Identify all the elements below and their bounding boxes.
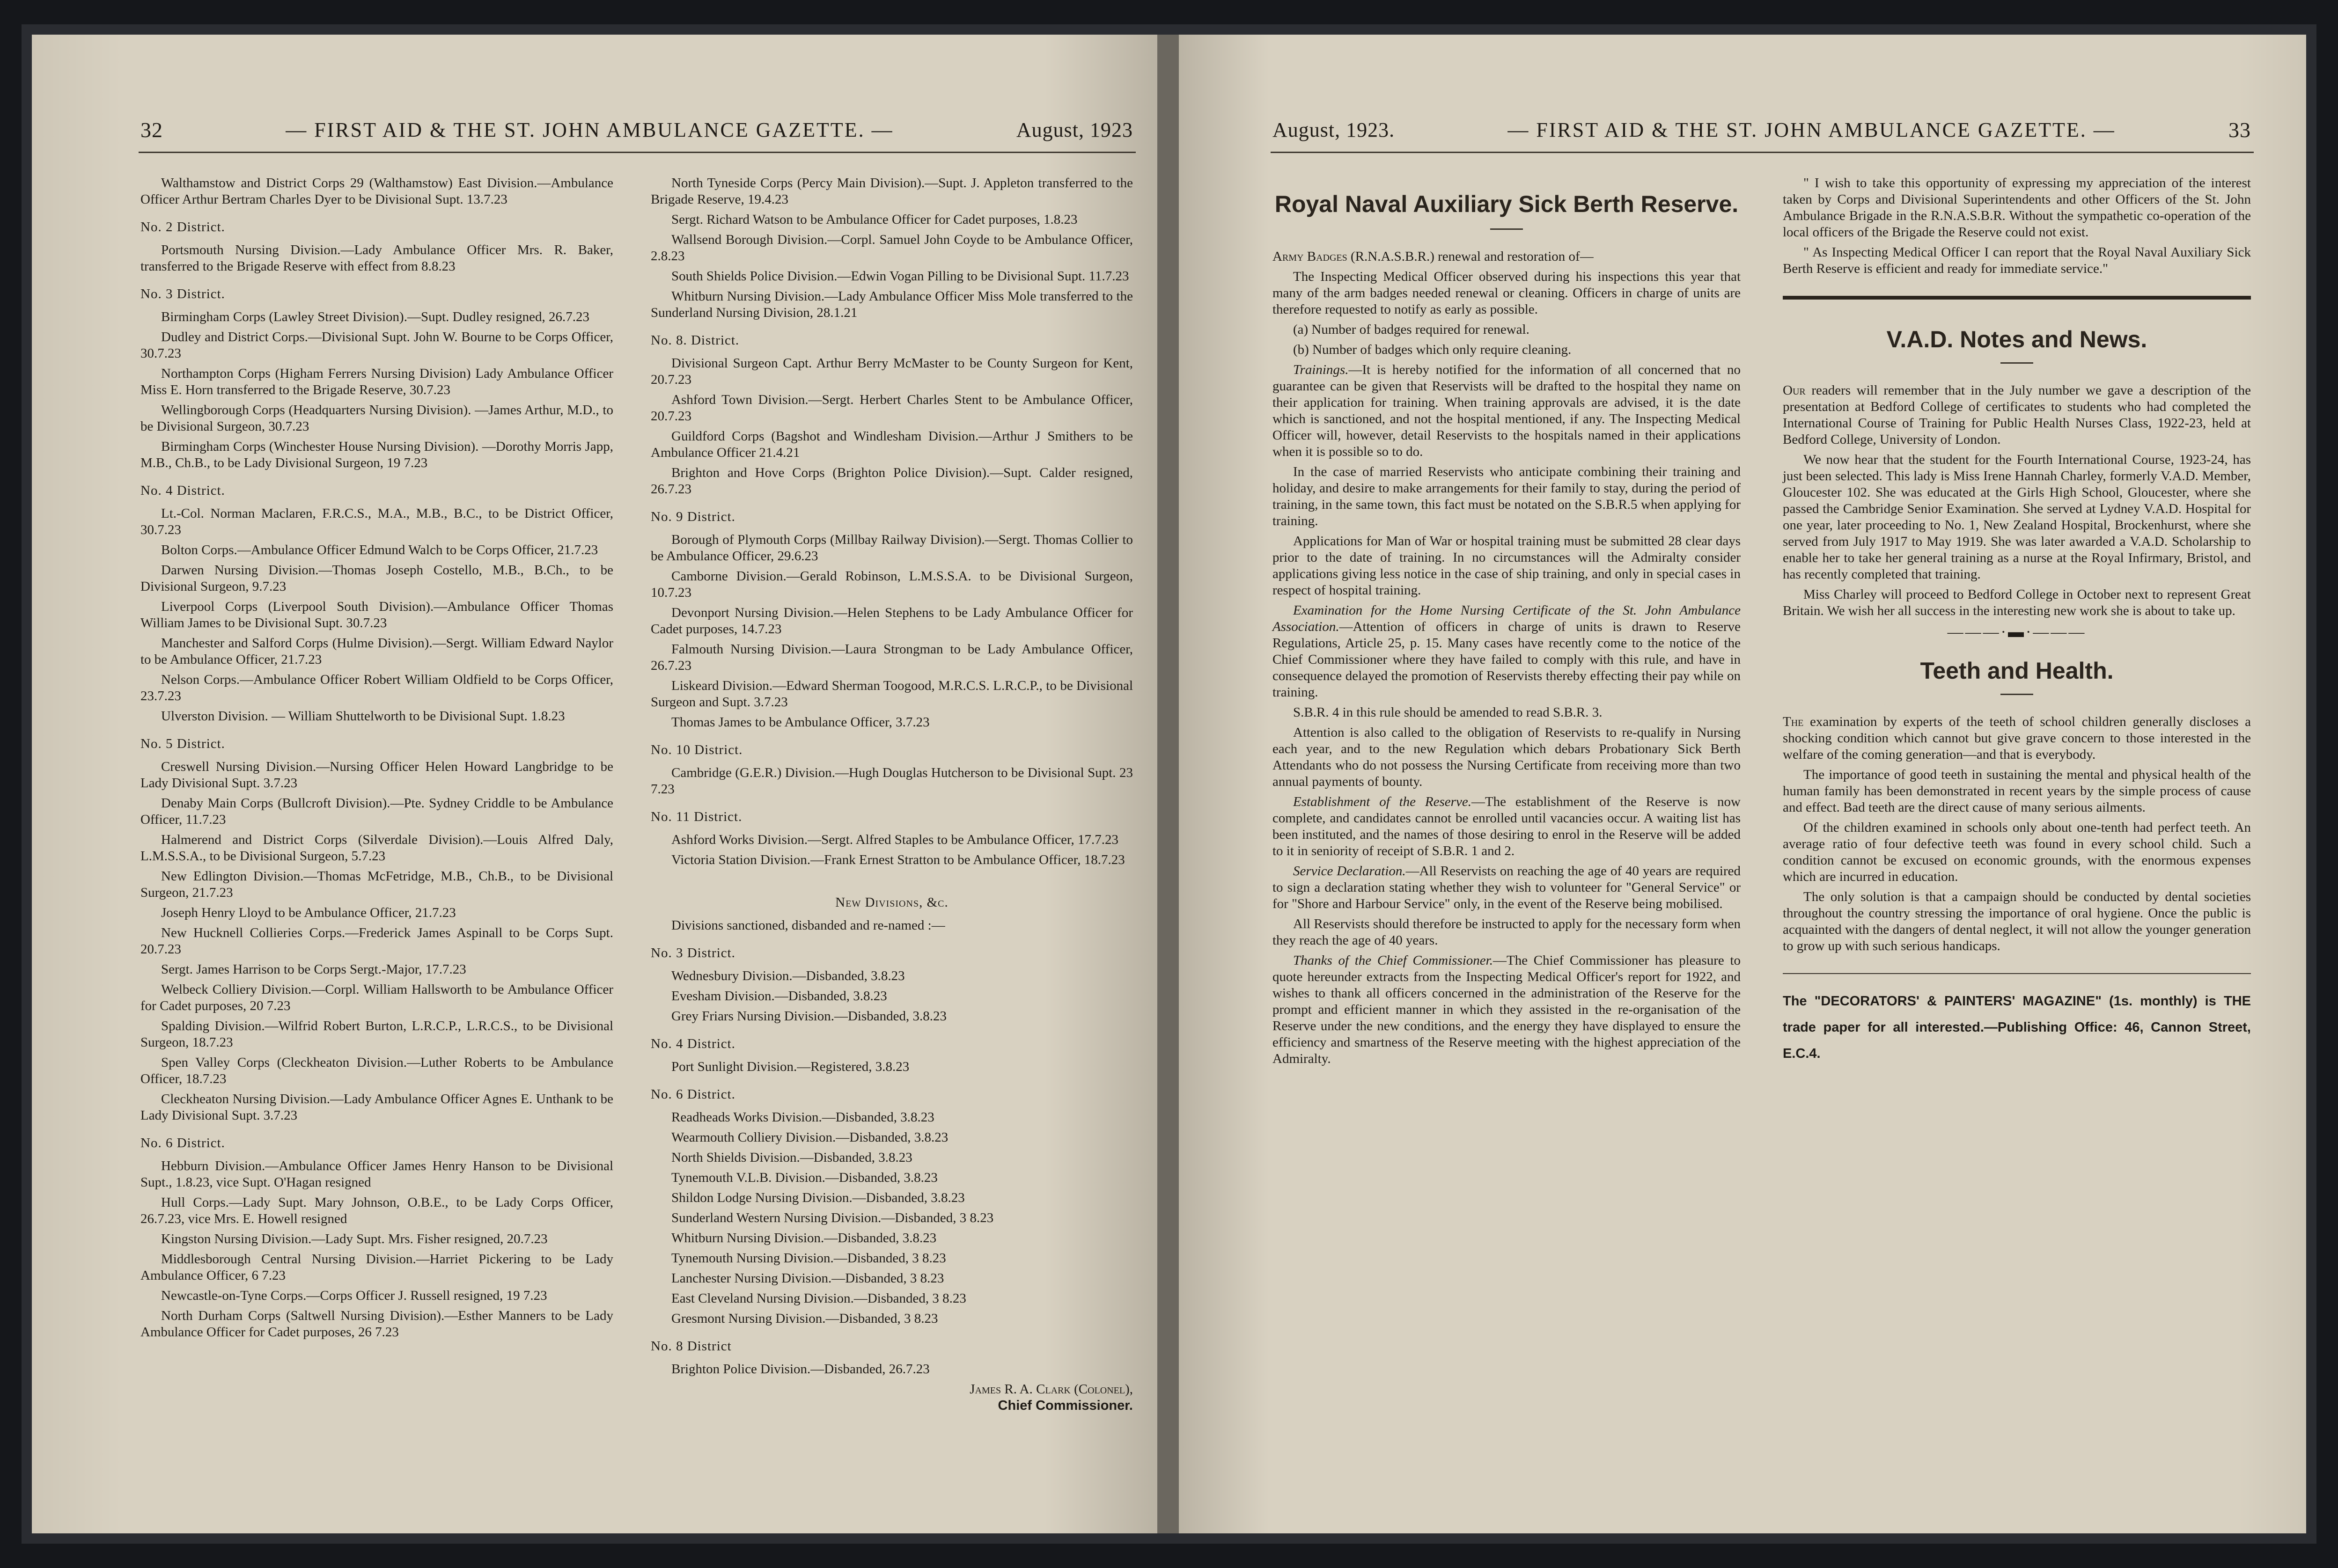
intro-entry: Walthamstow and District Corps 29 (Walthamstow) East Division.—Ambulance Officer Arthur Bertram Charles Dyer to be Divisional Supt. 13.7.23 (140, 176, 613, 207)
appointment-entry: Welbeck Colliery Division.—Corpl. William Hallsworth to be Ambulance Officer for Cadet purposes, 20 7.23 (140, 982, 613, 1013)
appointment-entry: New Edlington Division.—Thomas McFetridge, M.B., Ch.B., to be Divisional Surgeon, 21.7.23 (140, 869, 613, 900)
district-heading: No. 8 District (651, 1339, 732, 1354)
appointment-entry: Cambridge (G.E.R.) Division.—Hugh Douglas Hutcherson to be Divisional Supt. 23 7.23 (651, 765, 1133, 797)
appointment-entry: Borough of Plymouth Corps (Millbay Railway Division).—Sergt. Thomas Collier to be Ambulance Officer, 29.6.23 (651, 532, 1133, 564)
district-heading: No. 4 District. (140, 483, 225, 498)
appointment-entry: Camborne Division.—Gerald Robinson, L.M.S.S.A. to be Divisional Surgeon, 10.7.23 (651, 569, 1133, 600)
paragraph: All Reservists should therefore be instructed to apply for the necessary form when they reach the age of 40 years. (1272, 916, 1741, 948)
appointment-entry: Birmingham Corps (Lawley Street Division).—Supt. Dudley resigned, 26.7.23 (161, 309, 590, 324)
appointment-entry: Wellingborough Corps (Headquarters Nursing Division). —James Arthur, M.D., to be Divisional Surgeon, 30.7.23 (140, 403, 613, 434)
appointment-entry: Kingston Nursing Division.—Lady Supt. Mrs. Fisher resigned, 20.7.23 (161, 1231, 548, 1246)
district-heading: No. 3 District. (651, 945, 735, 960)
open-magazine (22, 24, 2316, 1544)
section-rule (1783, 296, 2251, 300)
division-change: Wearmouth Colliery Division.—Disbanded, 3.8.23 (671, 1130, 948, 1145)
appointment-entry: Liverpool Corps (Liverpool South Division).—Ambulance Officer Thomas William James to be Divisional Supt. 30.7.23 (140, 599, 613, 630)
ornament-divider: ———·▬·——— (1947, 623, 2087, 641)
title-dash (1490, 228, 1523, 230)
paragraph-text: examination by experts of the teeth of school children generally discloses a shocking condition which cannot but give grave concern to those interested in the welfare of the coming generation—and that is everybody. (1783, 714, 2251, 762)
appointment-entry: Ashford Works Division.—Sergt. Alfred Staples to be Ambulance Officer, 17.7.23 (671, 832, 1118, 847)
paragraph: Attention is also called to the obligation of Reservists to re-qualify in Nursing each year, and to the new Regulation which debars Probationary Sick Berth Attendants who do not possess the Nursing Certificate from receiving more than two annual payments of bounty. (1272, 725, 1741, 789)
division-change: Shildon Lodge Nursing Division.—Disbanded, 3.8.23 (671, 1190, 965, 1205)
page-number: 33 (2228, 117, 2251, 142)
lead-text: Army Badges (1272, 249, 1347, 264)
appointment-entry: Hull Corps.—Lady Supt. Mary Johnson, O.B.E., to be Lady Corps Officer, 26.7.23, vice Mrs. E. Howell resigned (140, 1195, 613, 1226)
appointment-entry: Nelson Corps.—Ambulance Officer Robert William Oldfield to be Corps Officer, 23.7.23 (140, 672, 613, 703)
paragraph: Applications for Man of War or hospital training must be submitted 28 clear days prior to the date of training. In no circumstances will the Admiralty consider applications giving less notice in the case of ship training, and only in special cases in respect of hospital training. (1272, 534, 1741, 598)
paragraph: The only solution is that a campaign should be conducted by dental societies throughout the country stressing the importance of oral hygiene. Once the public is acquainted with the dangers of dental neglect, it will not allow the younger generation to grow up with such serious handicaps. (1783, 889, 2251, 953)
district-heading: No. 8. District. (651, 333, 740, 348)
division-change: Lanchester Nursing Division.—Disbanded, 3 8.23 (671, 1271, 944, 1286)
left-page-header (140, 113, 1133, 146)
paragraph: We now hear that the student for the Fourth International Course, 1923-24, has just been selected. This lady is Miss Irene Hannah Charley, formerly V.A.D. Member, Gloucester 102. She was educated at the Girls High School, Gloucester, where she passed the Cambridge Senior Examination. She served at Lydney V.A.D. Hospital for one year, later proceeding to No. 1, New Zealand Hospital, Brockenhurst, where she served from July 1917 to May 1919. She was later awarded a V.A.D. Scholarship to enable her to take her general training as a nurse at the Royal Infirmary, Bristol, and has recently completed that training. (1783, 452, 2251, 582)
appointment-entry: Victoria Station Division.—Frank Ernest Stratton to be Ambulance Officer, 18.7.23 (671, 852, 1125, 867)
district-heading: No. 9 District. (651, 509, 735, 524)
division-change: Gresmont Nursing Division.—Disbanded, 3 8.23 (671, 1311, 938, 1326)
district-heading: No. 6 District. (140, 1136, 225, 1150)
paragraph-text: —The establishment of the Reserve is now complete, and candidates cannot be enrolled until vacancies occur. A waiting list has been instituted, and the names of those desiring to enrol in the Reserve will be added to it in seniority of receipt of S.B.R. 1 and 2. (1272, 794, 1741, 858)
appointment-entry: Guildford Corps (Bagshot and Windlesham Division.—Arthur J Smithers to be Ambulance Officer 21.4.21 (651, 429, 1133, 460)
division-change: Readheads Works Division.—Disbanded, 3.8.23 (671, 1110, 934, 1125)
paragraph-text: —The Chief Commissioner has pleasure to quote hereunder extracts from the Inspecting Medical Officer's report for 1922, and wishes to thank all officers concerned in the administration of the Reserve for the prompt and efficient manner in which they assisted in the re-organisation of the Reserve under the new conditions, and the energy they have displayed to ensure the efficiency and smartness of the Reserve meeting with the highest appreciation of the Admiralty. (1272, 953, 1741, 1066)
appointment-entry: Wallsend Borough Division.—Corpl. Samuel John Coyde to be Ambulance Officer, 2.8.23 (651, 232, 1133, 264)
appointment-entry: Manchester and Salford Corps (Hulme Division).—Sergt. William Edward Naylor to be Ambulance Officer, 21.7.23 (140, 636, 613, 667)
division-change: North Shields Division.—Disbanded, 3.8.23 (671, 1150, 912, 1165)
paragraph-text: (R.N.A.S.B.R.) renewal and restoration of— (1347, 249, 1594, 264)
appointment-entry: Middlesborough Central Nursing Division.—Harriet Pickering to be Lady Ambulance Officer, 6 7.23 (140, 1252, 613, 1283)
running-title: — FIRST AID & THE ST. JOHN AMBULANCE GAZETTE. — (1507, 118, 2116, 141)
paragraph-text: readers will remember that in the July number we gave a description of the presentation at Bedford College of certificates to students who had completed the International Course of Training for Public Health Nurses Class, 1922-23, held at Bedford College, University of London. (1783, 383, 2251, 447)
page-number: 32 (140, 117, 163, 142)
division-change: Sunderland Western Nursing Division.—Disbanded, 3 8.23 (671, 1210, 994, 1225)
appointment-entry: New Hucknell Collieries Corps.—Frederick James Aspinall to be Corps Supt. 20.7.23 (140, 925, 613, 957)
appointment-entry: North Durham Corps (Saltwell Nursing Division).—Esther Manners to be Lady Ambulance Officer for Cadet purposes, 26 7.23 (140, 1308, 613, 1340)
appointment-entry: Bolton Corps.—Ambulance Officer Edmund Walch to be Corps Officer, 21.7.23 (161, 542, 598, 557)
left-column-2 (651, 175, 1133, 1414)
division-change: Grey Friars Nursing Division.—Disbanded, 3.8.23 (671, 1009, 947, 1024)
issue-date: August, 1923 (1016, 118, 1133, 141)
running-title: — FIRST AID & THE ST. JOHN AMBULANCE GAZETTE. — (286, 118, 894, 141)
appointment-entry: Whitburn Nursing Division.—Lady Ambulance Officer Miss Mole transferred to the Sunderland Nursing Division, 28.1.21 (651, 289, 1133, 320)
appointment-entry: Denaby Main Corps (Bullcroft Division).—Pte. Sydney Criddle to be Ambulance Officer, 11.7.23 (140, 796, 613, 827)
district-heading: No. 11 District. (651, 809, 743, 824)
appointment-entry: Dudley and District Corps.—Divisional Supt. John W. Bourne to be Corps Officer, 30.7.23 (140, 330, 613, 361)
district-heading: No. 2 District. (140, 220, 225, 234)
new-divisions-heading: New Divisions, &c. (835, 895, 948, 910)
header-rule (1271, 152, 2254, 153)
district-heading: No. 4 District. (651, 1036, 735, 1051)
lead-text: Our (1783, 383, 1806, 398)
appointment-entry: Spalding Division.—Wilfrid Robert Burton, L.R.C.P., L.R.C.S., to be Divisional Surgeon, 18.7.23 (140, 1018, 613, 1050)
district-heading: No. 6 District. (651, 1087, 735, 1102)
paragraph: In the case of married Reservists who anticipate combining their training and holiday, and desire to make arrangements for their family to stay, during the period of training, in the same town, this fact must be notated on the S.B.R.5 when applying for training. (1272, 464, 1741, 528)
paragraph: S.B.R. 4 in this rule should be amended to read S.B.R. 3. (1293, 705, 1603, 720)
appointment-entry: Birmingham Corps (Winchester House Nursing Division). —Dorothy Morris Japp, M.B., Ch.B., to be Lady Divisional Surgeon, 19 7.23 (140, 439, 613, 470)
issue-date: August, 1923. (1272, 118, 1395, 141)
list-item: (b) Number of badges which only require cleaning. (1293, 342, 1572, 357)
appointment-entry: Brighton and Hove Corps (Brighton Police Division).—Supt. Calder resigned, 26.7.23 (651, 465, 1133, 497)
vad-title: V.A.D. Notes and News. (1886, 326, 2147, 352)
lead-text: Thanks of the Chief Commissioner. (1293, 953, 1493, 968)
right-column-2 (1783, 175, 2251, 1067)
appointment-entry: Ulverston Division. — William Shuttelworth to be Divisional Supt. 1.8.23 (161, 709, 565, 724)
district-heading: No. 10 District. (651, 742, 743, 757)
quote-paragraph: " As Inspecting Medical Officer I can report that the Royal Naval Auxiliary Sick Berth Reserve is efficient and ready for immediate service." (1783, 245, 2251, 276)
appointment-entry: North Tyneside Corps (Percy Main Division).—Supt. J. Appleton transferred to the Brigade Reserve, 19.4.23 (651, 176, 1133, 207)
lead-text: Trainings. (1293, 362, 1349, 377)
appointment-entry: Portsmouth Nursing Division.—Lady Ambulance Officer Mrs. R. Baker, transferred to the Brigade Reserve with effect from 8.8.23 (140, 242, 613, 274)
appointment-entry: Spen Valley Corps (Cleckheaton Division.—Luther Roberts to be Ambulance Officer, 18.7.23 (140, 1055, 613, 1086)
division-change: East Cleveland Nursing Division.—Disbanded, 3 8.23 (671, 1291, 966, 1306)
lead-text: Establishment of the Reserve. (1293, 794, 1471, 809)
division-change: Whitburn Nursing Division.—Disbanded, 3.8.23 (671, 1231, 937, 1246)
title-dash (2000, 694, 2033, 695)
district-heading: No. 3 District. (140, 286, 225, 301)
left-page (32, 35, 1157, 1533)
paragraph: The importance of good teeth in sustaining the mental and physical health of the human family has been demonstrated in recent years by the simple process of cause and effect. Bad teeth are the direct cause of many serious ailments. (1783, 767, 2251, 815)
appointment-entry: Devonport Nursing Division.—Helen Stephens to be Lady Ambulance Officer for Cadet purposes, 14.7.23 (651, 605, 1133, 637)
book-gutter (1157, 35, 1179, 1533)
appointment-entry: Creswell Nursing Division.—Nursing Officer Helen Howard Langbridge to be Lady Divisional Supt. 3.7.23 (140, 759, 613, 791)
left-column-1 (140, 175, 613, 1344)
appointment-entry: Lt.-Col. Norman Maclaren, F.R.C.S., M.A., M.B., B.C., to be District Officer, 30.7.23 (140, 506, 613, 537)
ad-rule (1783, 973, 2251, 974)
paragraph-text: —It is hereby notified for the information of all concerned that no guarantee can be given that Reservists will be drafted to the hospital they name on their application for training. When training approvals are advised, it is the date which is sanctioned, and not the hospital mentioned, if any. The Inspecting Medical Officer will, however, detail Reservists to the hospitals named in their applications when it is possible so to do. (1272, 362, 1741, 459)
division-change: Port Sunlight Division.—Registered, 3.8.23 (671, 1059, 910, 1074)
signature-title: Chief Commissioner. (998, 1398, 1133, 1413)
list-item: (a) Number of badges required for renewal. (1293, 322, 1529, 337)
right-column-1 (1272, 175, 1741, 1071)
paragraph: Miss Charley will proceed to Bedford College in October next to represent Great Britain. We wish her all success in the interesting new work she is about to take up. (1783, 587, 2251, 618)
appointment-entry: Joseph Henry Lloyd to be Ambulance Officer, 21.7.23 (161, 905, 456, 920)
division-change: Evesham Division.—Disbanded, 3.8.23 (671, 989, 887, 1004)
teeth-title: Teeth and Health. (1920, 658, 2114, 684)
appointment-entry: Darwen Nursing Division.—Thomas Joseph Costello, M.B., B.Ch., to be Divisional Surgeon, 9.7.23 (140, 563, 613, 594)
paragraph-text: —Attention of officers in charge of units is drawn to Reserve Regulations, Article 25, p. 15. Many cases have recently come to the notice of the Chief Commissioner where they have failed to comply with this rule, and have in consequence delayed the promotion of Reservists thereby effecting their pay while on training. (1272, 619, 1741, 700)
paragraph-text: —All Reservists on reaching the age of 40 years are required to sign a declaration stating whether they wish to volunteer for "General Service" or for "Shore and Harbour Service" only, in the event of the Reserve being mobilised. (1272, 864, 1741, 911)
title-dash (2000, 362, 2033, 364)
signature-name: James R. A. Clark (Colonel), (970, 1382, 1133, 1397)
paragraph: Of the children examined in schools only about one-tenth had perfect teeth. An average ratio of four defective teeth was found in every school child. Such a condition cannot be excused on economic grounds, with the enormous expenses which are incurred in education. (1783, 820, 2251, 884)
appointment-entry: Liskeard Division.—Edward Sherman Toogood, M.R.C.S. L.R.C.P., to be Divisional Surgeon and Supt. 3.7.23 (651, 678, 1133, 710)
new-divisions-intro: Divisions sanctioned, disbanded and re-named :— (671, 918, 945, 933)
article-title: Royal Naval Auxiliary Sick Berth Reserve. (1274, 191, 1739, 217)
appointment-entry: Hebburn Division.—Ambulance Officer James Henry Hanson to be Divisional Supt., 1.8.23, vice Supt. O'Hagan resigned (140, 1158, 613, 1190)
division-change: Tynemouth V.L.B. Division.—Disbanded, 3.8.23 (671, 1170, 938, 1185)
division-change: Brighton Police Division.—Disbanded, 26.7.23 (671, 1362, 930, 1377)
signature-block (651, 1381, 1133, 1414)
appointment-entry: Northampton Corps (Higham Ferrers Nursing Division) Lady Ambulance Officer Miss E. Horn transferred to the Brigade Reserve, 30.7.23 (140, 366, 613, 397)
appointment-entry: Sergt. Richard Watson to be Ambulance Officer for Cadet purposes, 1.8.23 (671, 212, 1078, 227)
lead-text: Examination for the Home Nursing Certificate of the St. John Ambulance Association. (1272, 603, 1741, 634)
division-change: Tynemouth Nursing Division.—Disbanded, 3 8.23 (671, 1251, 946, 1266)
division-change: Wednesbury Division.—Disbanded, 3.8.23 (671, 968, 905, 983)
district-heading: No. 5 District. (140, 736, 225, 751)
appointment-entry: Falmouth Nursing Division.—Laura Strongman to be Lady Ambulance Officer, 26.7.23 (651, 642, 1133, 673)
appointment-entry: Thomas James to be Ambulance Officer, 3.7.23 (671, 715, 930, 730)
appointment-entry: South Shields Police Division.—Edwin Vogan Pilling to be Divisional Supt. 11.7.23 (671, 269, 1129, 284)
appointment-entry: Sergt. James Harrison to be Corps Sergt.-Major, 17.7.23 (161, 962, 466, 977)
magazine-advert: The "DECORATORS' & PAINTERS' MAGAZINE" (1s. monthly) is THE trade paper for all interested.—Publishing Office: 46, Cannon Street, E.C.4. (1783, 994, 2251, 1061)
appointment-entry: Divisional Surgeon Capt. Arthur Berry McMaster to be County Surgeon for Kent, 20.7.23 (651, 356, 1133, 387)
appointment-entry: Halmerend and District Corps (Silverdale Division).—Louis Alfred Daly, L.M.S.S.A., to be Divisional Surgeon, 5.7.23 (140, 832, 613, 864)
paragraph: The Inspecting Medical Officer observed during his inspections this year that many of the arm badges needed renewal or cleaning. Officers in charge of units are therefore requested to notify as early as possible. (1272, 269, 1741, 317)
appointment-entry: Cleckheaton Nursing Division.—Lady Ambulance Officer Agnes E. Unthank to be Lady Divisional Supt. 3.7.23 (140, 1092, 613, 1123)
appointment-entry: Newcastle-on-Tyne Corps.—Corps Officer J. Russell resigned, 19 7.23 (161, 1288, 547, 1303)
quote-paragraph: " I wish to take this opportunity of expressing my appreciation of the interest taken by Corps and Divisional Superintendents and other Officers of the St. John Ambulance Brigade in the R.N.A.S.B.R. Without the sympathetic co-operation of the local officers of the Brigade the Reserve could not exist. (1783, 176, 2251, 240)
right-page (1179, 35, 2306, 1533)
lead-text: Service Declaration. (1293, 864, 1406, 879)
lead-text: The (1783, 714, 1804, 729)
header-rule (139, 152, 1136, 153)
right-page-header (1272, 113, 2251, 146)
appointment-entry: Ashford Town Division.—Sergt. Herbert Charles Stent to be Ambulance Officer, 20.7.23 (651, 392, 1133, 424)
